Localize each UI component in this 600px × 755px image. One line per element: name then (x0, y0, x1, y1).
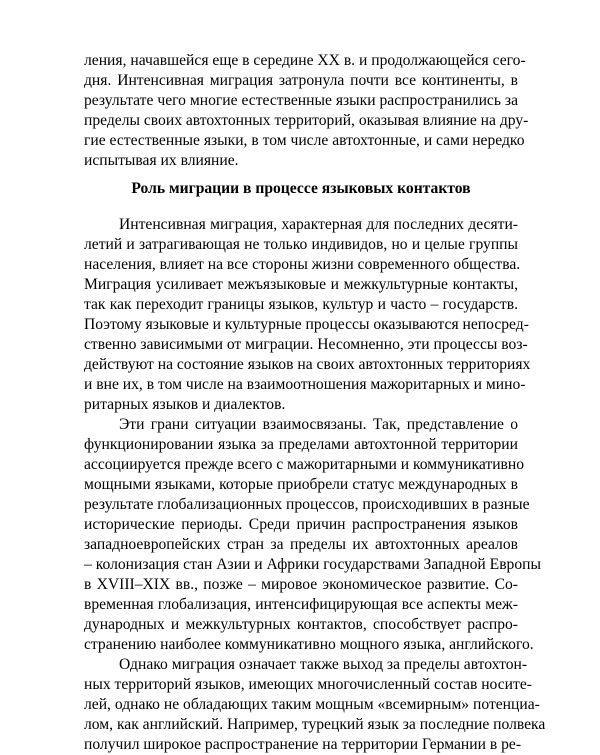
paragraph-line: лей, однако не обладающих таким мощным «всемирным» потенциа- (84, 696, 540, 713)
paragraph-line: дународных и межкультурных контактов, способствует распро- (84, 616, 518, 633)
intro-line: гие естественные языки, в том числе автохтонные, и сами нередко (84, 132, 525, 149)
paragraph-line: ритарных языков и диалектов. (84, 396, 286, 413)
paragraph-line: действуют на состояние языков на своих автохтонных территориях (84, 356, 531, 373)
paragraph-line: функционировании языка за пределами автохтонной территории (84, 436, 518, 453)
paragraph-line: населения, влияет на все стороны жизни современного общества. (84, 256, 521, 273)
paragraph-line: мощными языками, которые приобрели статус международных в (84, 476, 518, 493)
paragraph-line: Миграция усиливает межъязыковые и межкультурные контакты, (84, 276, 518, 293)
paragraph-line: западноевропейских стран за пределы их автохтонных ареалов (84, 536, 518, 553)
intro-line: результате чего многие естественные языки распространились за (84, 92, 518, 109)
paragraph-line: и вне их, в том числе на взаимоотношения мажоритарных и мино- (84, 376, 526, 393)
intro-line: пределы своих автохтонных территорий, оказывая влияние на дру- (84, 112, 529, 129)
intro-line: ления, начавшейся еще в середине XX в. и продолжающейся сего- (84, 52, 526, 69)
paragraph-line: ассоциируется прежде всего с мажоритарными и коммуникативно (84, 456, 525, 473)
paragraph-line: лом, как английский. Например, турецкий язык за последние полвека (84, 716, 546, 733)
paragraph-line: Эти грани ситуации взаимосвязаны. Так, представление о (119, 416, 518, 433)
paragraph-line: ственно зависимыми от миграции. Несомненно, эти процессы воз- (84, 336, 528, 353)
paragraph-line: получил широкое распространение на территории Германии в ре- (84, 736, 522, 753)
intro-line: испытывая их влияние. (84, 152, 239, 169)
paragraph-line: Поэтому языковые и культурные процессы оказываются непосред- (84, 316, 529, 333)
paragraph-line: так как переходит границы языков, культур и часто – государств. (84, 296, 518, 313)
paragraph-line: странению наиболее коммуникативно мощного языка, английского. (84, 636, 534, 653)
section-heading: Роль миграции в процессе языковых контактов (131, 180, 471, 197)
paragraph-line: исторические периоды. Среди причин распространения языков (84, 516, 518, 533)
paragraph-line: – колонизация стан Азии и Африки государствами Западной Европы (84, 556, 541, 573)
paragraph-line: временная глобализация, интенсифицирующая все аспекты меж- (84, 596, 518, 613)
paragraph-line: летий и затрагивающая не только индивидов, но и целые группы (84, 236, 518, 253)
paragraph-line: результате глобализационных процессов, происходивших в разные (84, 496, 530, 513)
paragraph-line: Однако миграция означает также выход за пределы автохтон- (119, 656, 528, 673)
intro-line: дня. Интенсивная миграция затронула почти все континенты, в (84, 72, 518, 89)
paragraph-line: Интенсивная миграция, характерная для последних десяти- (119, 216, 518, 233)
paragraph-line: в XVIII–XIX вв., позже – мировое экономическое развитие. Со- (84, 576, 518, 593)
paragraph-line: ных территорий языков, имеющих многочисленный состав носите- (84, 676, 532, 693)
